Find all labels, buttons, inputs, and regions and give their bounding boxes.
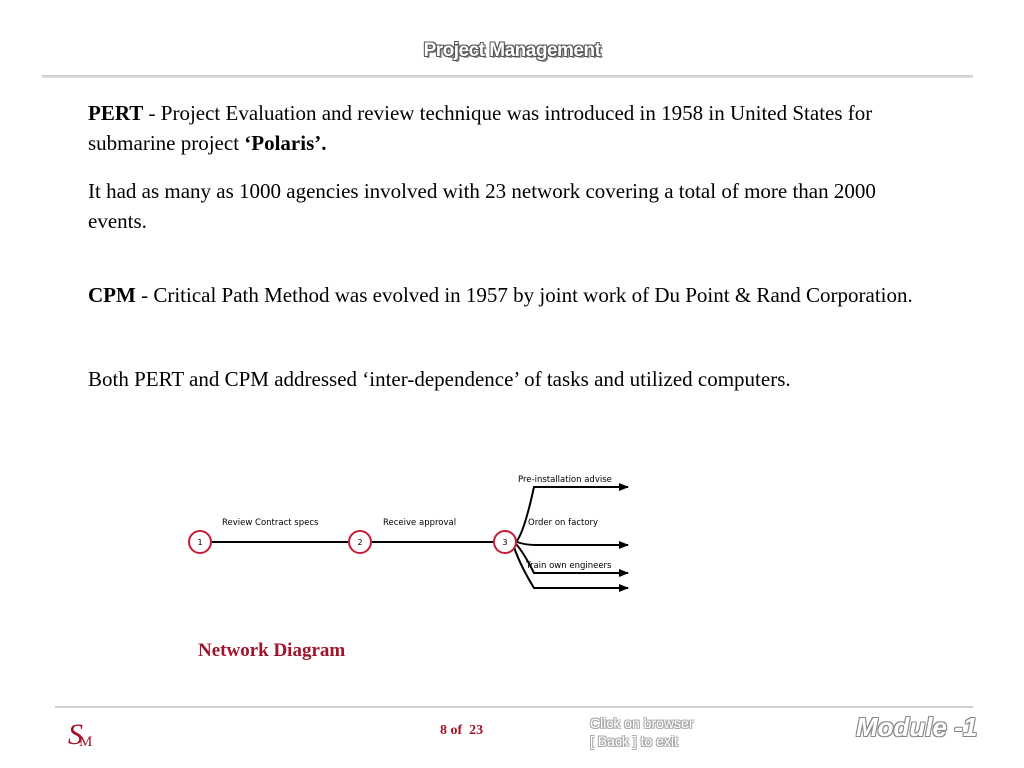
cpm-term: CPM bbox=[88, 283, 136, 307]
pert-term: PERT bbox=[88, 101, 144, 125]
polaris-emphasis: ‘Polaris’. bbox=[244, 131, 327, 155]
branch-arrow-upper bbox=[516, 487, 628, 542]
node-3 bbox=[494, 531, 516, 553]
activity-label-approval: Receive approval bbox=[383, 518, 457, 528]
exit-instruction bbox=[590, 714, 693, 750]
node-2 bbox=[349, 531, 371, 553]
logo-s: S bbox=[68, 718, 83, 751]
both-paragraph: Both PERT and CPM addressed ‘inter-dependence’ of tasks and utilized computers. bbox=[88, 367, 791, 391]
module-label: Module -1 bbox=[856, 712, 978, 742]
svg-text:2: 2 bbox=[357, 538, 363, 547]
branch-label-preinstall: Pre-installation advise bbox=[518, 475, 612, 485]
page-header-title: Project Management bbox=[423, 40, 601, 61]
activity-label-review: Review Contract specs bbox=[222, 518, 319, 528]
branch-label-train: Train own engineers bbox=[526, 561, 612, 571]
page-current: 8 bbox=[440, 723, 447, 738]
pert-paragraph bbox=[88, 98, 918, 158]
node-1 bbox=[189, 531, 211, 553]
cpm-text: - Critical Path Method was evolved in 1957 by joint work of Du Point & Rand Corporation. bbox=[135, 283, 913, 307]
exit-line-2: [ Back ] to exit bbox=[590, 733, 678, 749]
exit-line-1: Click on browser bbox=[590, 715, 694, 731]
header-divider bbox=[42, 75, 973, 78]
network-diagram bbox=[180, 465, 640, 605]
sm-logo bbox=[68, 718, 96, 752]
svg-text:1: 1 bbox=[197, 538, 203, 547]
branch-label-order: Order on factory bbox=[528, 518, 599, 528]
cpm-paragraph bbox=[88, 280, 913, 310]
diagram-caption: Network Diagram bbox=[198, 640, 346, 661]
footer-divider bbox=[55, 706, 973, 708]
logo-m: M bbox=[79, 734, 93, 750]
pert-detail-paragraph: It had as many as 1000 agencies involved with 23 network covering a total of more than 2000 events. bbox=[88, 179, 876, 233]
page-total: 23 bbox=[469, 723, 484, 738]
pert-text: - Project Evaluation and review technique was introduced in 1958 in United States for submarine project bbox=[88, 101, 873, 155]
page-of: of bbox=[450, 723, 463, 738]
svg-text:3: 3 bbox=[502, 538, 508, 547]
branch-arrow-middle bbox=[517, 542, 628, 545]
page-indicator bbox=[440, 723, 483, 739]
